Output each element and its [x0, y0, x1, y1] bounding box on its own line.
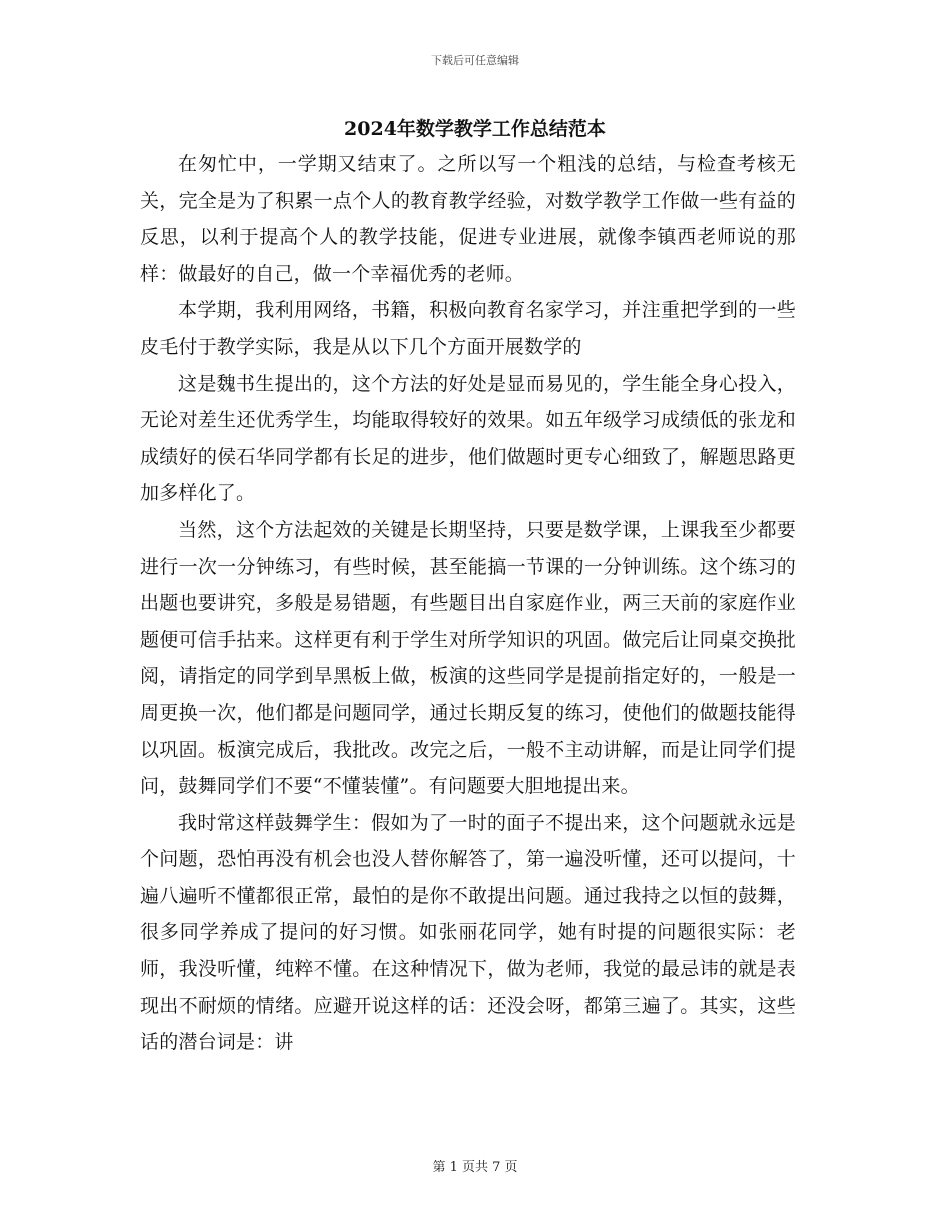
paragraph: 我时常这样鼓舞学生：假如为了一时的面子不提出来，这个问题就永远是个问题，恐怕再没有机会也没人替你解答了，第一遍没听懂，还可以提问，十遍八遍听不懂都很正常，最怕的是你不敢提出问题。通过我持之以恒的鼓舞，很多同学养成了提问的好习惯。如张丽花同学，她有时提的问题很实际：老师，我没听懂，纯粹不懂。在这种情况下，做为老师，我觉的最忌讳的就是表现出不耐烦的情绪。应避开说这样的话：还没会呀，都第三遍了。其实，这些话的潜台词是：讲 [140, 811, 796, 1054]
paragraph: 这是魏书生提出的，这个方法的好处是显而易见的，学生能全身心投入，无论对差生还优秀学生，均能取得较好的效果。如五年级学习成绩低的张龙和成绩好的侯石华同学都有长足的进步，他们做题时更专心细致了，解题思路更加多样化了。 [140, 372, 796, 505]
paragraph: 本学期，我利用网络，书籍，积极向教育名家学习，并注重把学到的一些皮毛付于教学实际，我是从以下几个方面开展数学的 [140, 299, 796, 358]
paragraph: 在匆忙中，一学期又结束了。之所以写一个粗浅的总结，与检查考核无关，完全是为了积累一点个人的教育教学经验，对数学教学工作做一些有益的反思，以利于提高个人的教学技能，促进专业进展，就像李镇西老师说的那样：做最好的自己，做一个幸福优秀的老师。 [140, 153, 796, 285]
document-body [140, 146, 796, 1061]
paragraph: 当然，这个方法起效的关键是长期坚持，只要是数学课，上课我至少都要进行一次一分钟练习，有些时候，甚至能搞一节课的一分钟训练。这个练习的出题也要讲究，多般是易错题，有些题目出自家庭作业，两三天前的家庭作业题便可信手拈来。这样更有利于学生对所学知识的巩固。做完后让同桌交换批阅，请指定的同学到旱黑板上做，板演的这些同学是提前指定好的，一般是一周更换一次，他们都是问题同学，通过长期反复的练习，使他们的做题技能得以巩固。板演完成后，我批改。改完之后，一般不主动讲解，而是让同学们提问，鼓舞同学们不要“不懂装懂”。有问题要大胆地提出来。 [140, 518, 796, 798]
page-number-footer: 第 1 页共 7 页 [432, 1160, 518, 1175]
document-title: 2024年数学教学工作总结范本 [344, 118, 606, 140]
page-header-note: 下载后可任意编辑 [431, 54, 519, 67]
